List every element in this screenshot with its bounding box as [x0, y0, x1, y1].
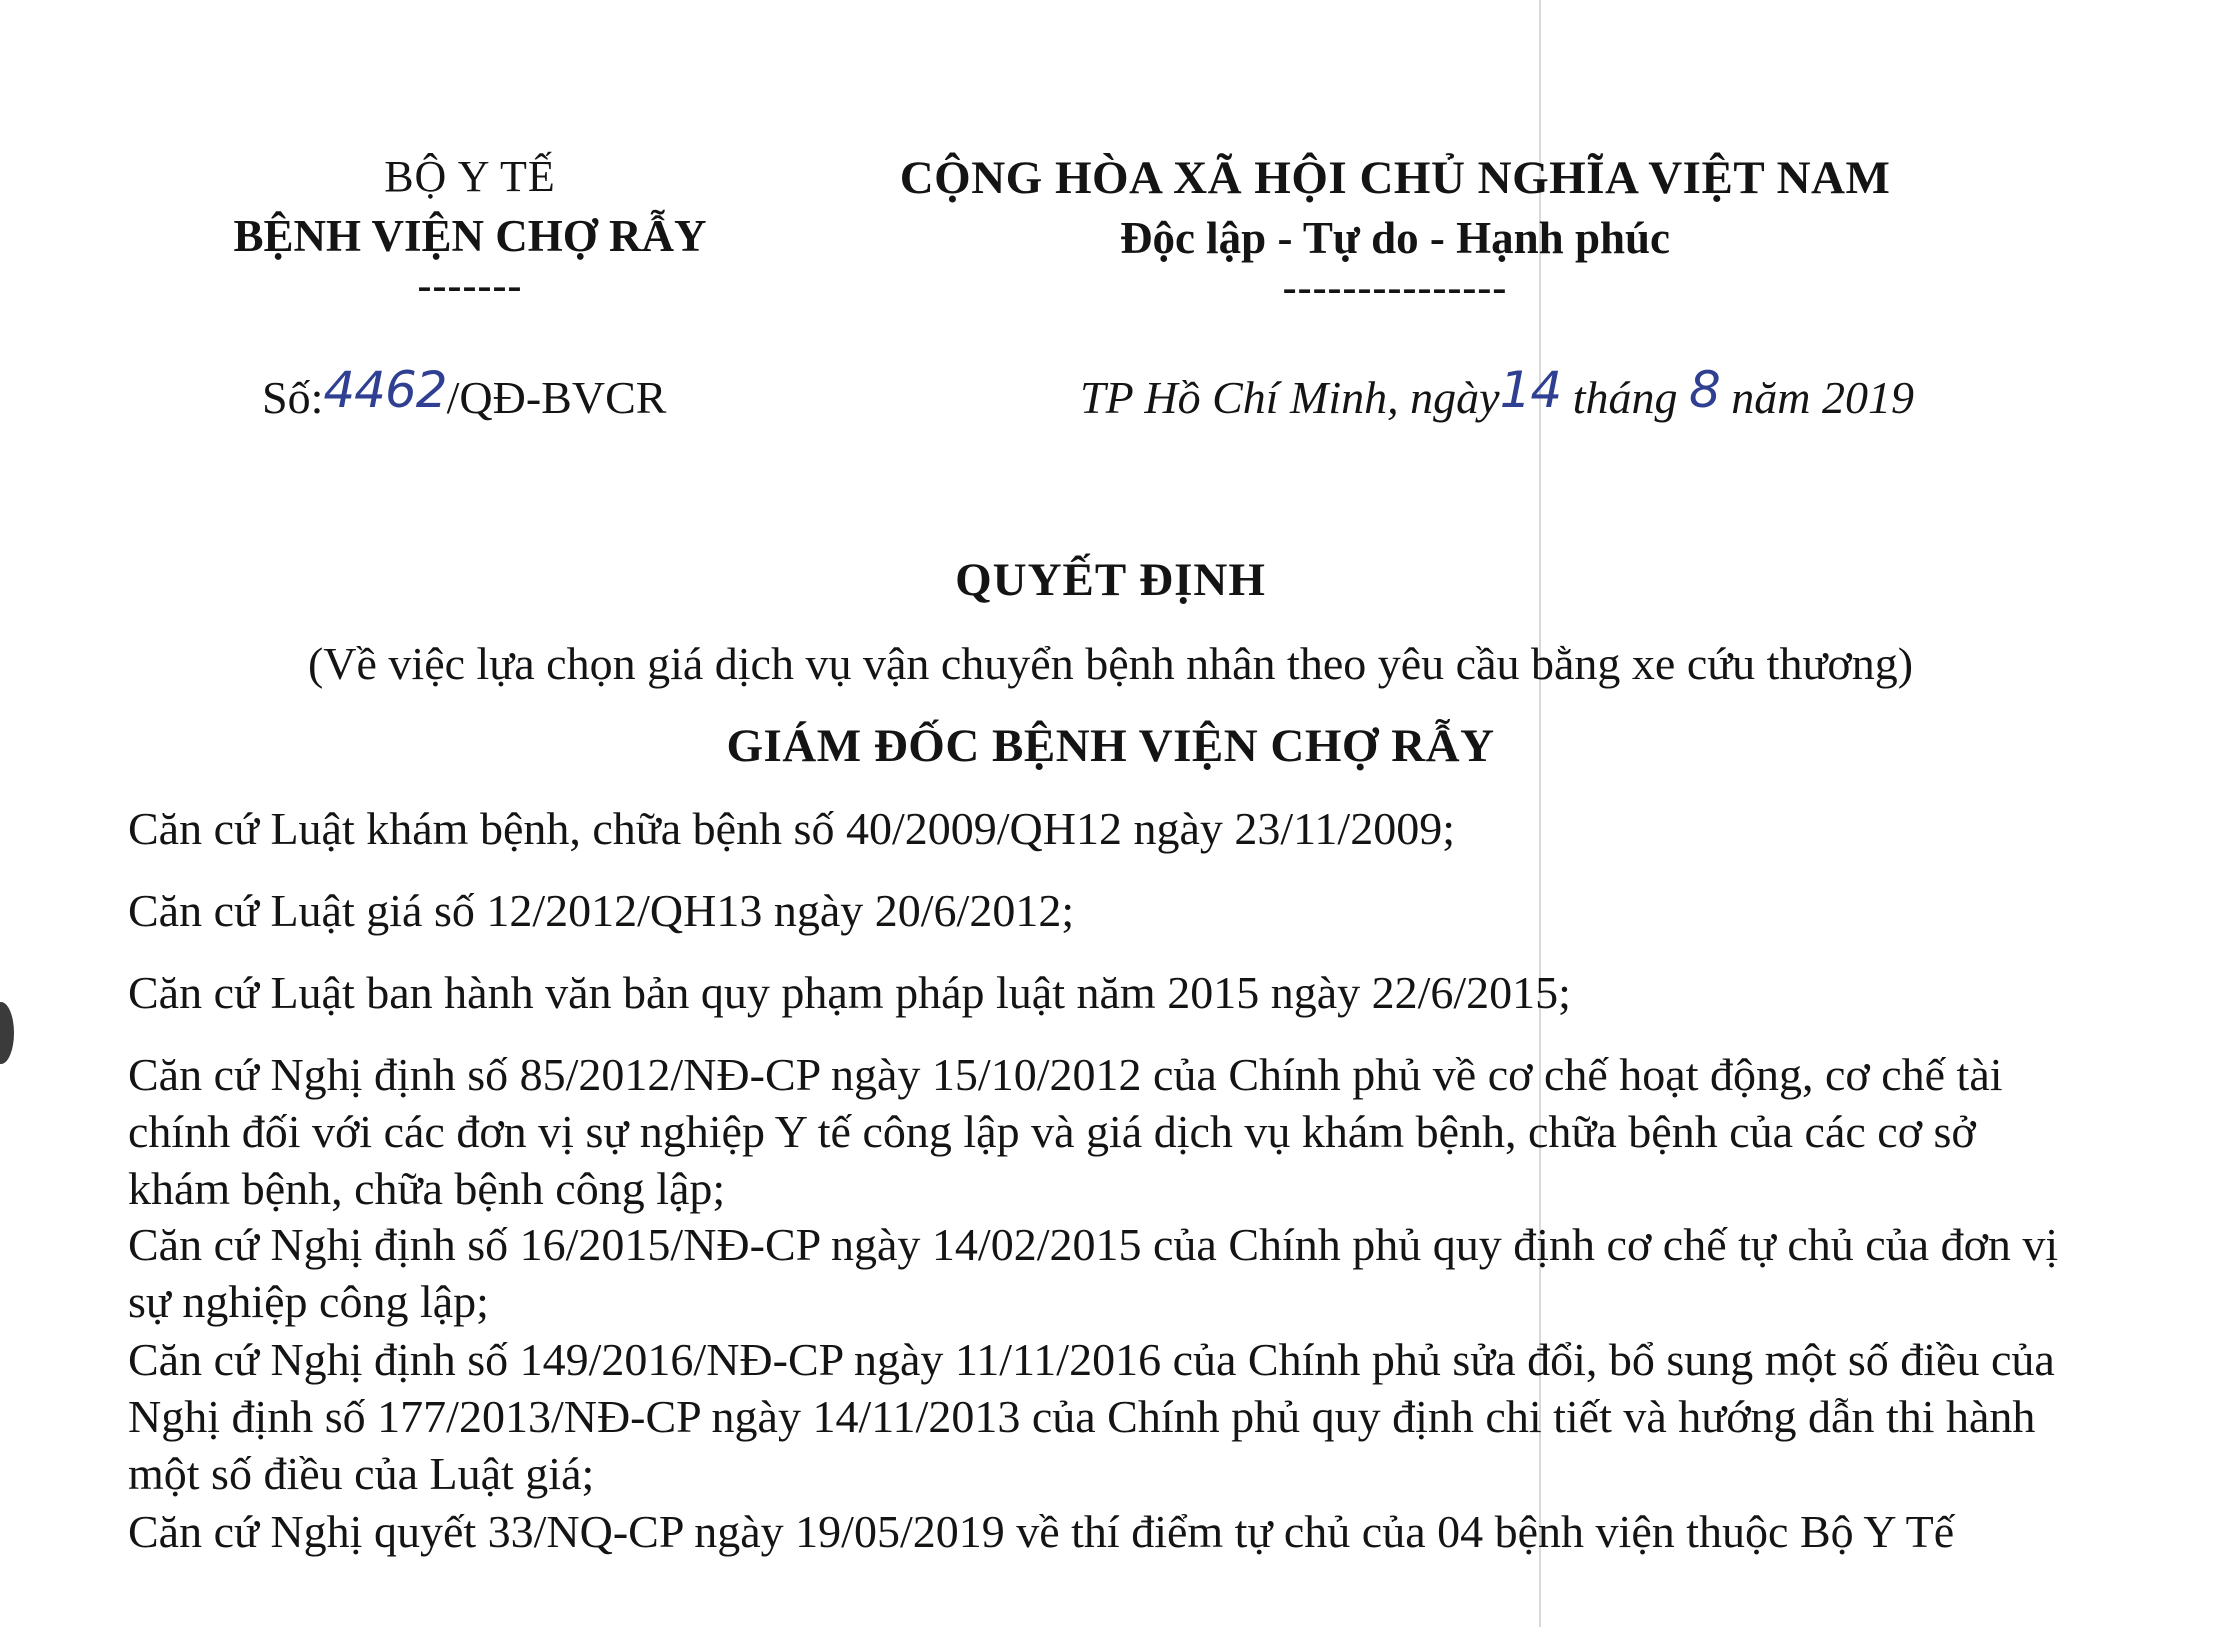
document-number-prefix: Số:	[262, 372, 324, 423]
agency-divider: -------	[417, 263, 523, 309]
date-line	[1080, 361, 1915, 428]
legal-basis-7: Căn cứ Nghị quyết 33/NQ-CP ngày 19/05/2019 về thí điểm tự chủ của 04 bệnh viện thuộc Bộ Y Tế	[128, 1506, 1955, 1557]
date-place: TP Hồ Chí Minh, ngày	[1080, 372, 1500, 423]
agency-name: BỆNH VIỆN CHỢ RẪY	[233, 211, 707, 261]
legal-basis-6: Căn cứ Nghị định số 149/2016/NĐ-CP ngày 11/11/2016 của Chính phủ sửa đổi, bổ sung một số điều của Nghị định số 177/2013/NĐ-CP ngày 14/11/2013 của Chính phủ quy định chi tiết và hướng dẫn thi hành một số điều của Luật giá;	[128, 1334, 2055, 1499]
document-title: QUYẾT ĐỊNH	[955, 554, 1266, 606]
date-month-word: tháng	[1572, 372, 1678, 423]
national-header-block	[840, 148, 1950, 311]
date-year: năm 2019	[1731, 372, 1915, 423]
motto-divider: ---------------	[1282, 265, 1508, 311]
handwritten-number: 4462	[323, 361, 447, 419]
document-subtitle: (Về việc lựa chọn giá dịch vụ vận chuyển bệnh nhân theo yêu cầu bằng xe cứu thương)	[307, 638, 1914, 689]
national-motto: Độc lập - Tự do - Hạnh phúc	[1119, 213, 1671, 263]
document-number	[262, 361, 667, 428]
legal-basis-2: Căn cứ Luật giá số 12/2012/QH13 ngày 20/6/2012;	[128, 885, 1075, 936]
ministry-name: BỘ Y TẾ	[384, 152, 556, 201]
national-title: CỘNG HÒA XÃ HỘI CHỦ NGHĨA VIỆT NAM	[899, 152, 1891, 204]
legal-basis-4: Căn cứ Nghị định số 85/2012/NĐ-CP ngày 15/10/2012 của Chính phủ về cơ chế hoạt động, cơ chế tài chính đối với các đơn vị sự nghiệp Y tế công lập và giá dịch vụ khám bệnh, chữa bệnh của các cơ sở khám bệnh, chữa bệnh công lập;	[128, 1049, 2003, 1214]
issuing-agency-block	[180, 148, 760, 309]
scan-punch-hole	[0, 1002, 14, 1064]
handwritten-day: 14	[1499, 361, 1562, 419]
legal-basis-5: Căn cứ Nghị định số 16/2015/NĐ-CP ngày 14/02/2015 của Chính phủ quy định cơ chế tự chủ của đơn vị sự nghiệp công lập;	[128, 1219, 2059, 1327]
handwritten-month: 8	[1688, 361, 1720, 419]
legal-basis-3: Căn cứ Luật ban hành văn bản quy phạm pháp luật năm 2015 ngày 22/6/2015;	[128, 967, 1571, 1018]
document-number-suffix: /QĐ-BVCR	[446, 372, 667, 423]
issuer-title: GIÁM ĐỐC BỆNH VIỆN CHỢ RẪY	[726, 720, 1495, 772]
legal-basis-1: Căn cứ Luật khám bệnh, chữa bệnh số 40/2009/QH12 ngày 23/11/2009;	[128, 803, 1455, 854]
